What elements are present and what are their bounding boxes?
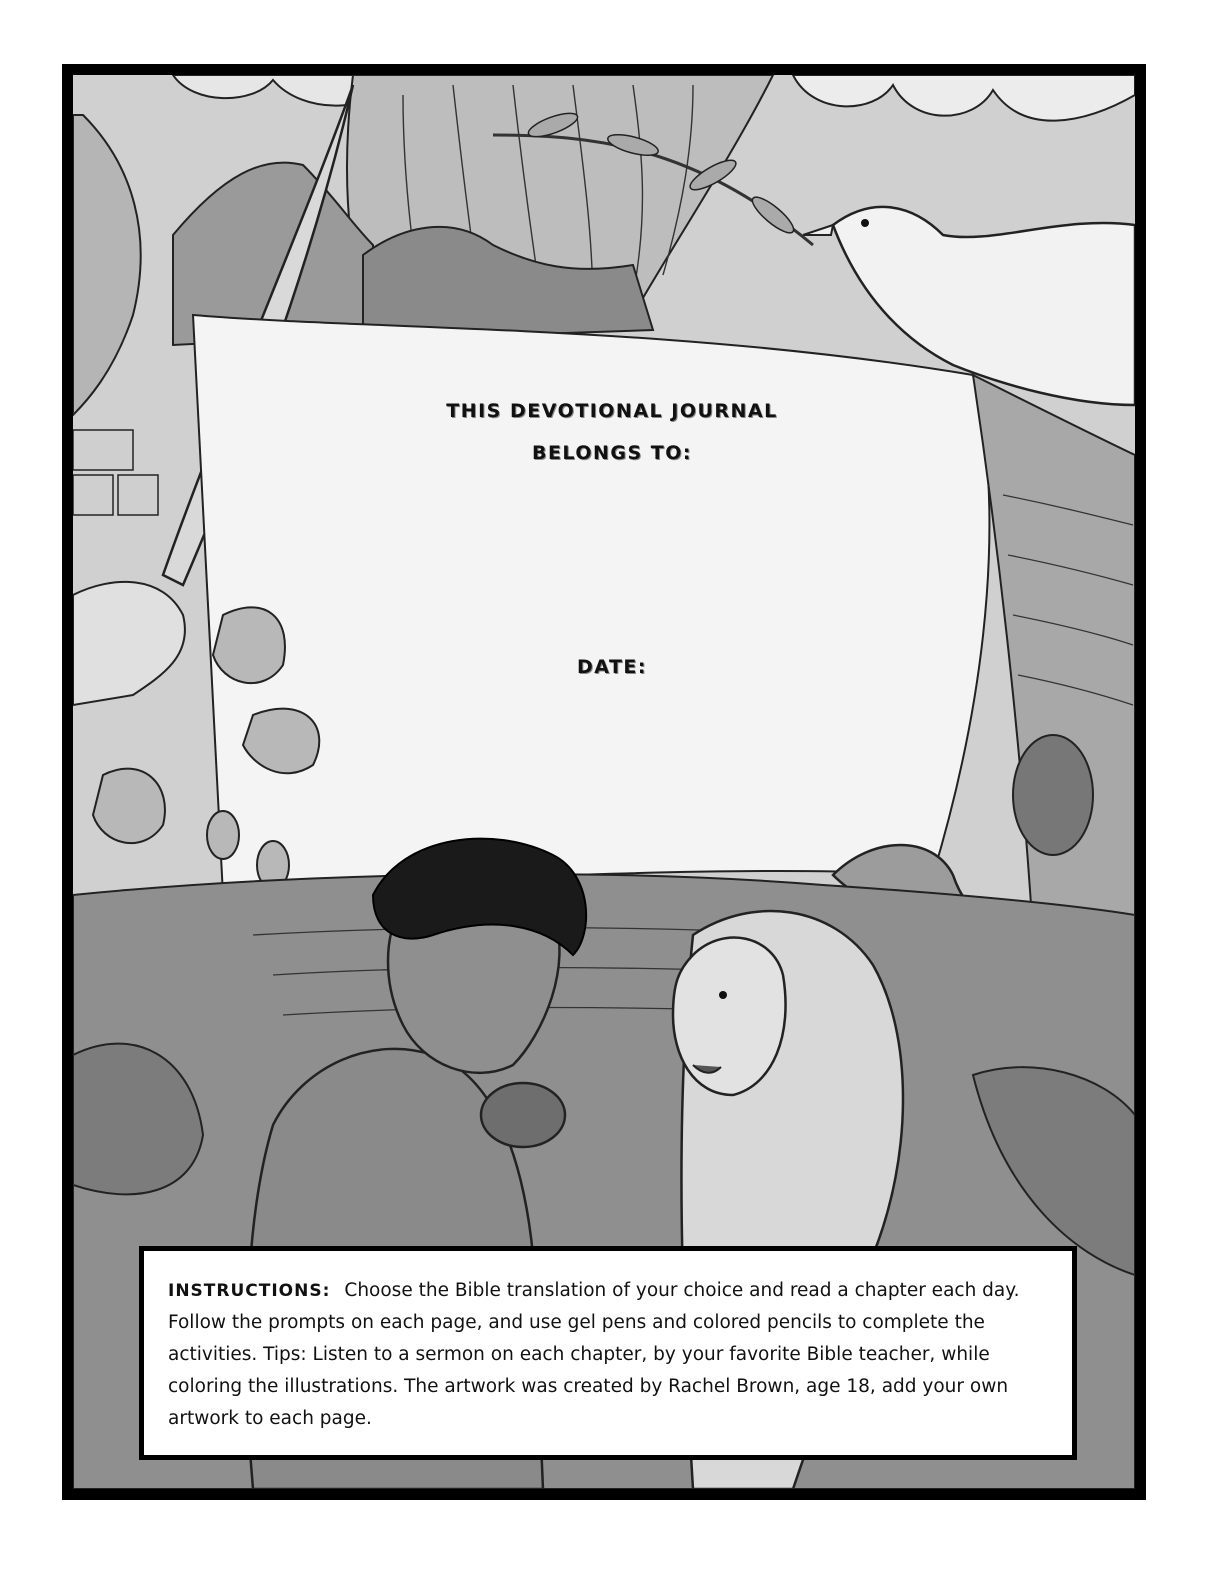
journal-title-line1: THIS DEVOTIONAL JOURNAL [446, 400, 778, 422]
instructions-box [139, 1246, 1077, 1460]
date-label: DATE: [576, 656, 648, 678]
instructions-label: INSTRUCTIONS: [168, 1281, 331, 1301]
instructions-text: Choose the Bible translation of your choice and read a chapter each day. Follow the prompts on each page, and use gel pens and colored pencils to complete the activities. Tips: Listen to a sermon on each chapter, by your favorite Bible teacher, while coloring the illustrations. The artwork was created by Rachel Brown, age 18, add your own artwork to each page. [168, 1280, 1020, 1429]
journal-title-line2: BELONGS TO: [531, 442, 693, 464]
